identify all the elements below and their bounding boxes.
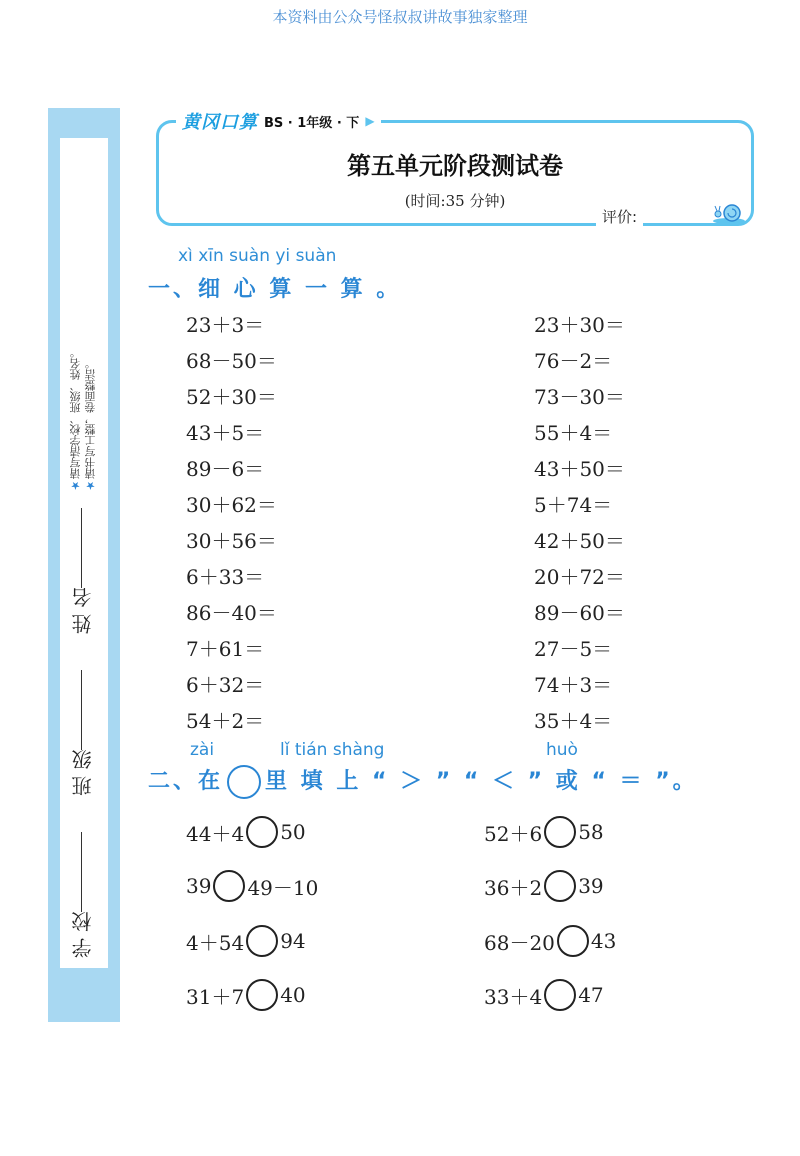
answer-circle[interactable]: [544, 979, 576, 1011]
problem: 20＋72＝: [534, 565, 625, 589]
problem: 23＋30＝: [534, 313, 625, 337]
brand: [176, 108, 381, 134]
compare-item: 4＋54 94: [186, 925, 306, 957]
sidebar-panel: [60, 138, 108, 968]
problem: 74＋3＝: [534, 673, 613, 697]
problem: 86－40＝: [186, 601, 277, 625]
section2-pinyin-zai: zài: [190, 740, 215, 760]
school-line: [82, 832, 83, 912]
brand-logo: 黄冈口算: [182, 112, 258, 133]
problem: 30＋62＝: [186, 493, 277, 517]
notice-line-2: ★请书写工整，卷面整洁。: [84, 358, 97, 492]
compare-item: 31＋7 40: [186, 979, 306, 1011]
school-field[interactable]: 学 校: [68, 832, 102, 958]
instructions-notice: [68, 152, 102, 492]
answer-circle[interactable]: [213, 870, 245, 902]
problem: 6＋32＝: [186, 673, 265, 697]
section1-pinyin: xì xīn suàn yi suàn: [178, 246, 337, 266]
compare-item: 39 49－10: [186, 870, 318, 902]
compare-item: 52＋6 58: [484, 816, 604, 848]
name-field[interactable]: 姓 名: [68, 508, 102, 634]
watermark-note: 本资料由公众号怪叔叔讲故事独家整理: [272, 8, 528, 26]
snail-icon: [712, 202, 746, 224]
answer-circle[interactable]: [544, 816, 576, 848]
problem: 73－30＝: [534, 385, 625, 409]
problem: 76－2＝: [534, 349, 613, 373]
class-field[interactable]: 班 级: [68, 670, 102, 796]
page-title: 第五单元阶段测试卷: [347, 151, 563, 180]
circle-icon: [227, 765, 261, 799]
notice-line-1: ★请写清学校、班级、姓名。: [69, 347, 82, 492]
compare-item: 44＋4 50: [186, 816, 306, 848]
problem: 68－50＝: [186, 349, 277, 373]
answer-circle[interactable]: [246, 816, 278, 848]
problem: 42＋50＝: [534, 529, 625, 553]
compare-item: 33＋4 47: [484, 979, 604, 1011]
section2-pinyin-huo: huò: [546, 740, 578, 760]
problem: 54＋2＝: [186, 709, 265, 733]
problem: 89－60＝: [534, 601, 625, 625]
time-limit: (时间:35 分钟): [404, 192, 506, 210]
star-icon: ★: [84, 479, 97, 492]
class-line: [82, 670, 83, 750]
arrow-icon: ▶: [365, 114, 375, 128]
problem: 89－6＝: [186, 457, 265, 481]
grade-label: BS · 1年级 · 下: [264, 115, 360, 131]
problem: 43＋50＝: [534, 457, 625, 481]
rating-label: 评价:: [596, 206, 643, 227]
problem: 52＋30＝: [186, 385, 277, 409]
problem: 5＋74＝: [534, 493, 613, 517]
answer-circle[interactable]: [246, 979, 278, 1011]
sidebar: [48, 108, 120, 1022]
problem: 7＋61＝: [186, 637, 265, 661]
student-info-fields: [68, 508, 102, 958]
problem: 6＋33＝: [186, 565, 265, 589]
name-line: [82, 508, 83, 588]
section2-pinyin-li: lǐ tián shàng: [280, 740, 385, 760]
section2-heading: 二、在 里 填 上 “ ＞ ” “ ＜ ” 或 “ ＝ ”。: [148, 764, 698, 799]
problem: 30＋56＝: [186, 529, 277, 553]
answer-circle[interactable]: [544, 870, 576, 902]
problem: 35＋4＝: [534, 709, 613, 733]
compare-item: 36＋2 39: [484, 870, 604, 902]
problem: 27－5＝: [534, 637, 613, 661]
problem: 23＋3＝: [186, 313, 265, 337]
problem: 43＋5＝: [186, 421, 265, 445]
compare-item: 68－20 43: [484, 925, 616, 957]
answer-circle[interactable]: [246, 925, 278, 957]
star-icon: ★: [69, 479, 82, 492]
section1-heading: 一、细 心 算 一 算 。: [148, 277, 402, 302]
problem: 55＋4＝: [534, 421, 613, 445]
answer-circle[interactable]: [557, 925, 589, 957]
